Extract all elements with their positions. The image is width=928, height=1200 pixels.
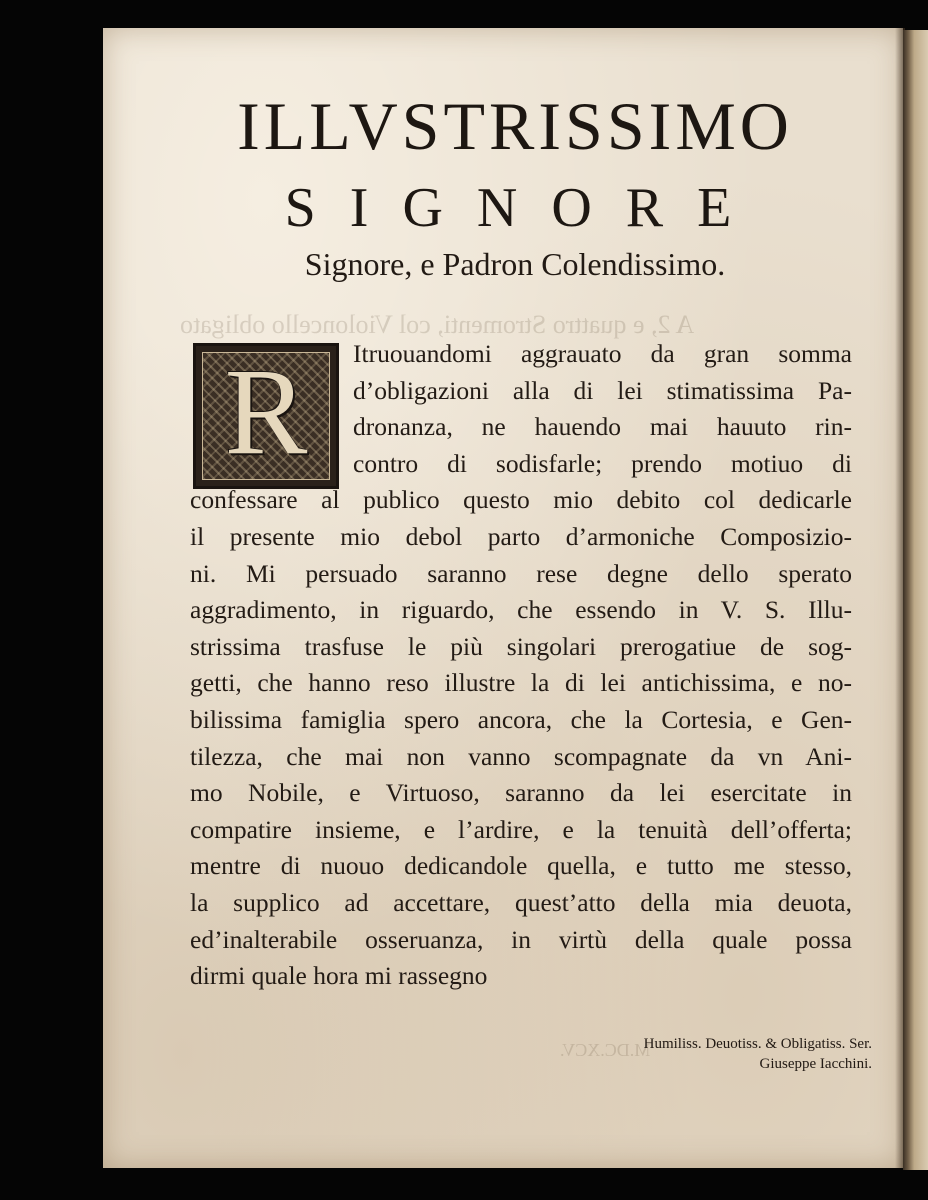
body-line: strissima trasfuse le più singolari prerogatiue de sog-: [190, 631, 852, 661]
body-line: contro di sodisfarle; prendo motiuo di: [353, 448, 852, 478]
body-line: Itruouandomi aggrauato da gran somma: [353, 339, 852, 368]
body-line: confessare al publico questo mio debito col dedicarle: [190, 485, 852, 515]
body-line: d’obligazioni alla di lei stimatissima Pa-: [353, 375, 852, 405]
body-line: tilezza, che mai non vanno scompagnate da vn Ani-: [190, 741, 852, 771]
signature-closing: Humiliss. Deuotiss. & Obligatiss. Ser.: [643, 1036, 872, 1052]
body-line: compatire insieme, e l’ardire, e la tenuità dell’offerta;: [190, 814, 852, 844]
heading-line-3: Signore, e Padron Colendissimo.: [304, 246, 726, 282]
signature-name: Giuseppe Iacchini.: [759, 1056, 872, 1072]
body-line-last: dirmi quale hora mi rassegno: [190, 961, 488, 991]
initial-letter: R: [224, 343, 308, 480]
body-line: bilissima famiglia spero ancora, che la Cortesia, e Gen-: [190, 704, 852, 734]
bleed-through-text-2: M.DC.XCV.: [560, 1040, 651, 1060]
body-line: getti, che hanno reso illustre la di lei antichissima, e no-: [190, 668, 852, 698]
signature-block: [644, 1034, 872, 1074]
dedication-body: [190, 336, 852, 995]
bleed-through-text: A 2, e quattro Stromenti, col Violoncello obligato: [180, 310, 695, 339]
body-line: dronanza, ne hauendo mai hauuto rin-: [353, 412, 852, 442]
body-line: la supplico ad accettare, quest’atto della mia deuota,: [190, 887, 852, 917]
body-line: mo Nobile, e Virtuoso, saranno da lei esercitate in: [190, 778, 852, 808]
heading-line-2: SIGNORE: [284, 177, 766, 239]
body-line: aggradimento, in riguardo, che essendo in V. S. Illu-: [190, 595, 852, 625]
body-line: ed’inalterabile osseruanza, in virtù della quale possa: [190, 924, 852, 954]
body-line: mentre di nuouo dedicandole quella, e tutto me stesso,: [190, 851, 852, 881]
heading-line-1: ILLVSTRISSIMO: [237, 88, 793, 164]
body-line: ni. Mi persuado saranno rese degne dello sperato: [190, 558, 852, 588]
body-line: il presente mio debol parto d’armoniche Composizio-: [190, 521, 852, 551]
